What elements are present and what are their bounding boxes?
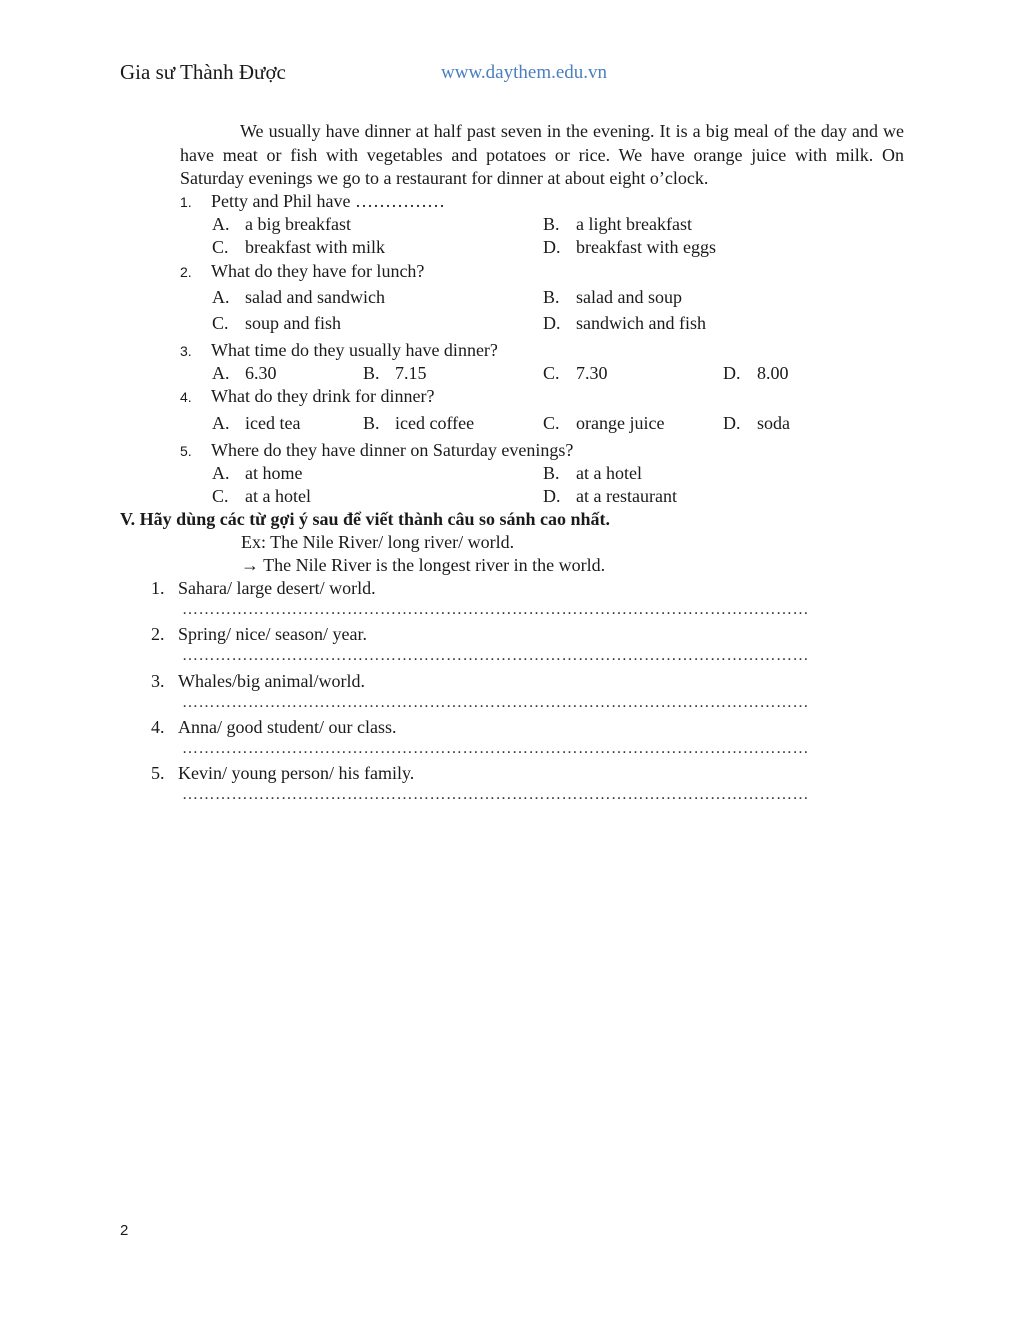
option-b[interactable] [363,363,427,384]
question-2 [180,261,425,282]
item-text: Sahara/ large desert/ world. [178,578,376,598]
option-a[interactable] [212,363,277,384]
option-letter: A. [212,463,230,483]
option-letter: B. [363,363,380,383]
item-number: 4. [151,717,165,737]
option-text: 6.30 [245,363,277,383]
option-b[interactable] [543,463,642,484]
option-d[interactable] [723,413,790,434]
option-d[interactable] [543,486,677,507]
item-text: Kevin/ young person/ his family. [178,763,415,783]
question-1 [180,191,445,212]
option-text: orange juice [576,413,665,433]
option-d[interactable] [723,363,789,384]
item-number: 3. [151,671,165,691]
option-a[interactable] [212,413,301,434]
exercise-item-5 [151,763,415,784]
answer-line-5[interactable]: …………………………………………………………………………………………………… [182,786,809,803]
exercise-item-3 [151,671,365,692]
option-text: a light breakfast [576,214,692,234]
option-letter: D. [543,313,561,333]
option-letter: B. [363,413,380,433]
option-text: at a hotel [576,463,642,483]
header-author: Gia sư Thành Được [120,60,286,84]
question-3 [180,340,498,361]
answer-line-1[interactable]: …………………………………………………………………………………………………… [182,601,809,618]
option-letter: A. [212,363,230,383]
option-text: 7.30 [576,363,608,383]
option-text: 7.15 [395,363,427,383]
option-letter: C. [543,413,560,433]
option-a[interactable] [212,463,303,484]
option-letter: C. [212,237,229,257]
option-text: soup and fish [245,313,341,333]
option-letter: D. [543,486,561,506]
option-d[interactable] [543,237,716,258]
item-text: Whales/big animal/world. [178,671,365,691]
option-c[interactable] [212,486,311,507]
section-heading: V. Hãy dùng các từ gợi ý sau để viết thành câu so sánh cao nhất. [120,509,611,529]
option-letter: A. [212,287,230,307]
question-number: 5. [180,443,192,459]
option-letter: B. [543,214,560,234]
question-4 [180,386,435,407]
item-text: Spring/ nice/ season/ year. [178,624,367,644]
passage-text: We usually have dinner at half past seven in the evening. It is a big meal of the day and we have meat or fish with vegetables and potatoes or rice. We have orange juice with milk. On Saturday evenings we go to a restaurant for dinner at about eight o’clock. [180,121,904,188]
option-c[interactable] [543,363,608,384]
question-text: What do they drink for dinner? [211,386,435,406]
option-text: a big breakfast [245,214,351,234]
question-number: 3. [180,343,192,359]
header-url[interactable]: www.daythem.edu.vn [441,62,608,83]
option-letter: C. [543,363,560,383]
option-letter: D. [723,363,741,383]
option-letter: D. [723,413,741,433]
option-text: breakfast with eggs [576,237,716,257]
page-number: 2 [120,1222,129,1239]
option-letter: A. [212,214,230,234]
option-text: 8.00 [757,363,789,383]
option-letter: B. [543,463,560,483]
answer-line-4[interactable]: …………………………………………………………………………………………………… [182,740,809,757]
reading-passage [180,120,904,191]
option-text: salad and soup [576,287,682,307]
option-letter: C. [212,313,229,333]
option-letter: C. [212,486,229,506]
option-text: at home [245,463,303,483]
question-number: 1. [180,194,192,210]
example-prompt: Ex: The Nile River/ long river/ world. [241,532,515,552]
question-number: 2. [180,264,192,280]
option-b[interactable] [363,413,475,434]
question-text: What do they have for lunch? [211,261,425,281]
option-b[interactable] [543,287,682,308]
option-text: sandwich and fish [576,313,706,333]
option-text: at a restaurant [576,486,677,506]
exercise-item-2 [151,624,367,645]
option-b[interactable] [543,214,692,235]
answer-line-3[interactable]: …………………………………………………………………………………………………… [182,694,809,711]
option-c[interactable] [543,413,665,434]
exercise-item-4 [151,717,397,738]
question-text: Petty and Phil have …………… [211,191,445,211]
item-text: Anna/ good student/ our class. [178,717,397,737]
question-text: Where do they have dinner on Saturday evenings? [211,440,574,460]
option-text: iced tea [245,413,301,433]
question-number: 4. [180,389,192,405]
option-text: iced coffee [395,413,475,433]
option-text: soda [757,413,790,433]
item-number: 5. [151,763,165,783]
example-answer: → The Nile River is the longest river in the world. [241,555,606,575]
option-letter: D. [543,237,561,257]
option-d[interactable] [543,313,706,334]
option-letter: A. [212,413,230,433]
option-a[interactable] [212,287,385,308]
option-text: salad and sandwich [245,287,385,307]
question-text: What time do they usually have dinner? [211,340,498,360]
option-a[interactable] [212,214,351,235]
item-number: 1. [151,578,165,598]
option-letter: B. [543,287,560,307]
question-5 [180,440,574,461]
exercise-item-1 [151,578,376,599]
option-c[interactable] [212,313,341,334]
option-text: breakfast with milk [245,237,385,257]
option-c[interactable] [212,237,385,258]
answer-line-2[interactable]: …………………………………………………………………………………………………… [182,647,809,664]
item-number: 2. [151,624,165,644]
option-text: at a hotel [245,486,311,506]
